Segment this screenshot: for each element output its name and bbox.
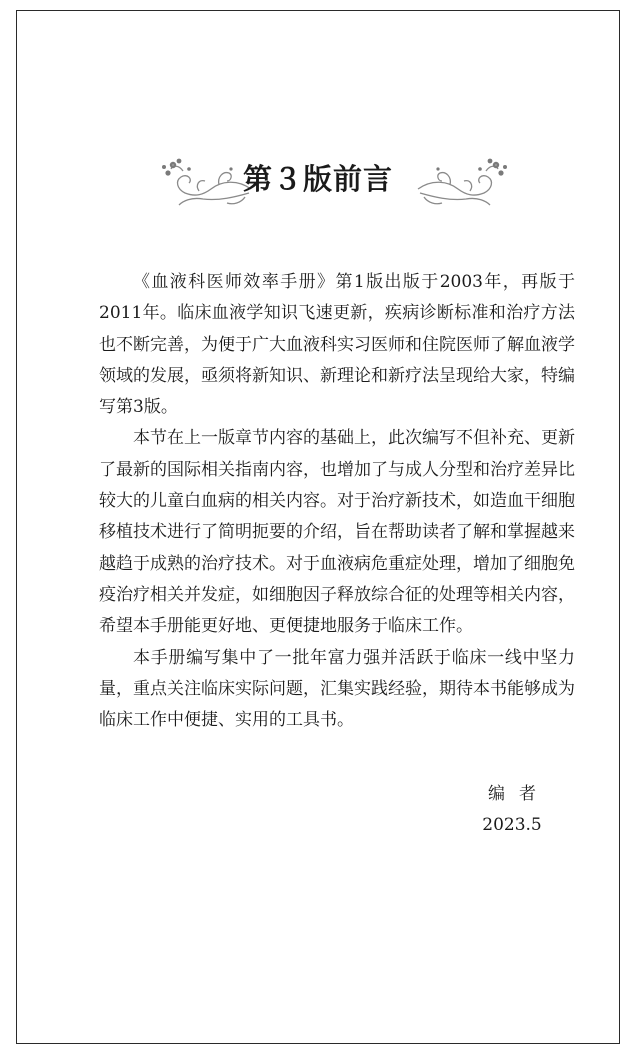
paragraph-1: 《血液科医师效率手册》第1版出版于2003年，再版于2011年。临床血液学知识飞速更新，疾病诊断标准和治疗方法也不断完善，为便于广大血液科实习医师和住院医师了解血液学领域的发展，亟须将新知识、新理论和新疗法呈现给大家，特编写第3版。 [99, 272, 575, 418]
title-banner [17, 151, 619, 211]
paragraph-2: 本节在上一版章节内容的基础上，此次编写不但补充、更新了最新的国际相关指南内容，也增加了与成人分型和治疗差异比较大的儿童白血病的相关内容。对于治疗新技术，如造血干细胞移植技术进行了简明扼要的介绍，旨在帮助读者了解和掌握越来越趋于成熟的治疗技术。对于血液病危重症处理，增加了细胞免疫治疗相关并发症，如细胞因子释放综合征的处理等相关内容，希望本手册能更好地、更便捷地服务于临床工作。 [99, 428, 575, 637]
floral-ornament-right-icon [415, 151, 510, 211]
paragraph-3: 本手册编写集中了一批年富力强并活跃于临床一线中坚力量，重点关注临床实际问题，汇集实践经验，期待本书能够成为临床工作中便捷、实用的工具书。 [99, 647, 575, 731]
signature-block [457, 779, 567, 841]
page-title: 第３版前言 [242, 162, 393, 196]
signature-author: 编者 [488, 784, 550, 804]
signature-date: 2023.5 [482, 815, 542, 835]
preface-body [99, 267, 575, 736]
page [16, 10, 620, 1044]
